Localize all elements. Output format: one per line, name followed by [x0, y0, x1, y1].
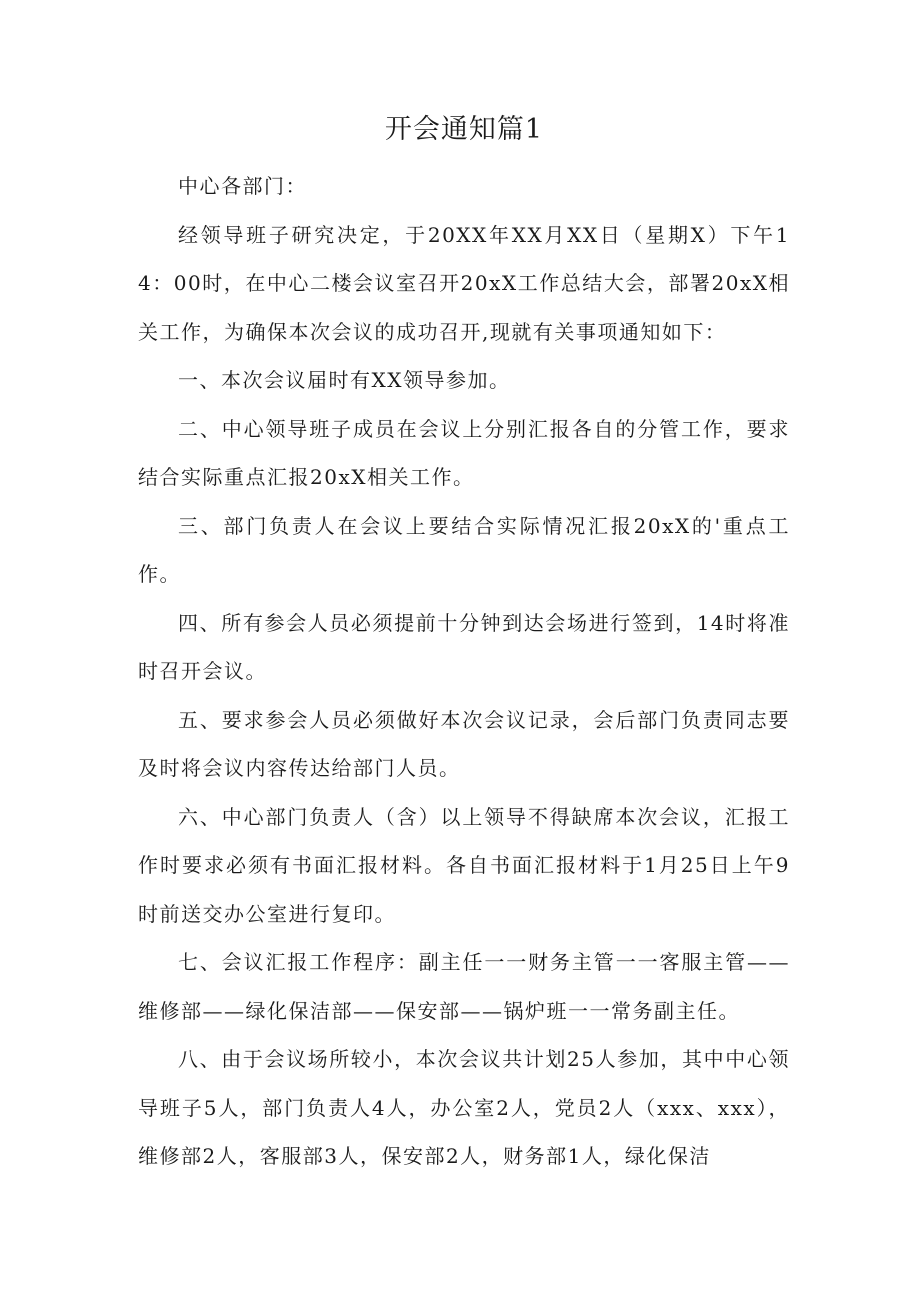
- paragraph-item-5: 五、要求参会人员必须做好本次会议记录，会后部门负责同志要及时将会议内容传达给部门人员。: [138, 707, 790, 780]
- paragraph-item-7: 七、会议汇报工作程序：副主任一一财务主管一一客服主管——维修部——绿化保洁部——保安部——锅炉班一一常务副主任。: [138, 950, 790, 1023]
- paragraph-item-8: 八、由于会议场所较小，本次会议共计划25人参加，其中中心领导班子5人，部门负责人4人，办公室2人，党员2人（xxx、xxx），维修部2人，客服部3人，保安部2人，财务部1人，绿化保洁: [138, 1047, 790, 1168]
- paragraph-item-4: 四、所有参会人员必须提前十分钟到达会场进行签到，14时将准时召开会议。: [138, 610, 790, 683]
- paragraph-item-1: 一、本次会议届时有XX领导参加。: [178, 368, 511, 392]
- paragraph-item-3: 三、部门负责人在会议上要结合实际情况汇报20xX的'重点工作。: [138, 513, 790, 586]
- paragraph-item-2: 二、中心领导班子成员在会议上分别汇报各自的分管工作，要求结合实际重点汇报20xX相关工作。: [138, 416, 790, 489]
- paragraph-intro: 经领导班子研究决定，于20XX年XX月XX日（星期X）下午14：00时，在中心二楼会议室召开20xX工作总结大会，部署20xX相关工作，为确保本次会议的成功召开,现就有关事项通知如下：: [138, 222, 790, 344]
- document-page: [138, 110, 790, 1181]
- salutation: 中心各部门：: [178, 174, 307, 198]
- document-title: 开会通知篇1: [384, 114, 544, 145]
- paragraph-item-6: 六、中心部门负责人（含）以上领导不得缺席本次会议，汇报工作时要求必须有书面汇报材料。各自书面汇报材料于1月25日上午9时前送交办公室进行复印。: [138, 804, 790, 926]
